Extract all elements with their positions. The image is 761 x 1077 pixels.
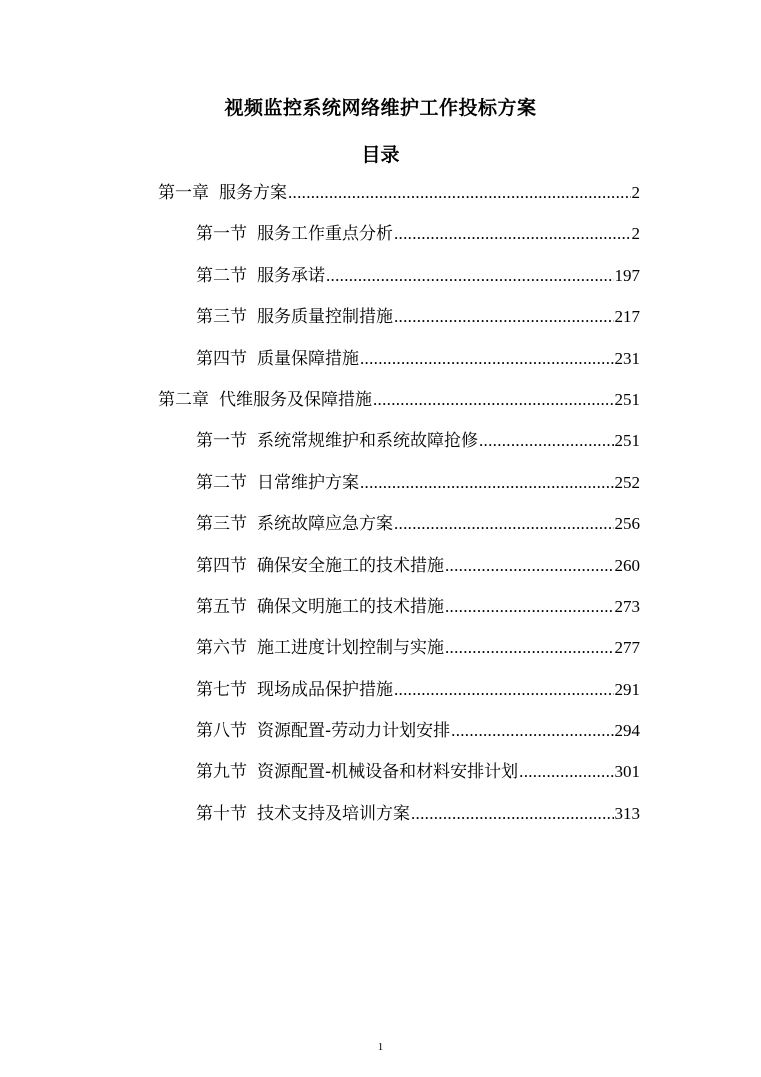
toc-section-entry [0,462,761,503]
toc-section-entry [0,669,761,710]
toc-entry-page: 251 [614,389,640,409]
toc-chapter-entry [0,379,761,420]
toc-entry-label: 第十节 [196,803,247,823]
toc-section-entry [0,213,761,254]
table-of-contents [0,172,761,834]
dot-leader [411,793,614,834]
toc-entry-title: 日常维护方案 [257,472,359,493]
toc-entry-page: 197 [614,265,640,285]
toc-entry-title: 代维服务及保障措施 [219,389,372,410]
toc-entry-page: 251 [614,431,640,451]
document-title: 视频监控系统网络维护工作投标方案 [224,97,537,119]
toc-entry-title: 服务承诺 [257,265,325,286]
toc-entry-page: 313 [614,803,640,823]
toc-section-entry [0,751,761,792]
toc-entry-title: 施工进度计划控制与实施 [257,638,444,659]
toc-entry-page: 260 [614,555,640,575]
toc-section-entry [0,627,761,668]
toc-entry-title: 技术支持及培训方案 [257,803,410,824]
toc-section-entry [0,255,761,296]
toc-entry-title: 服务质量控制措施 [257,307,393,328]
toc-entry-page: 252 [614,472,640,492]
toc-entry-page: 2 [631,183,640,202]
toc-entry-page: 2 [631,224,640,244]
toc-entry-title: 质量保障措施 [257,348,359,369]
dot-leader [373,379,614,420]
toc-entry-label: 第一章 [158,183,209,202]
toc-entry-page: 231 [614,348,640,368]
toc-entry-title: 系统故障应急方案 [257,514,393,535]
toc-entry-page: 217 [614,307,640,327]
dot-leader [394,296,614,337]
toc-section-entry [0,338,761,379]
dot-leader [451,710,613,751]
dot-leader [360,338,614,379]
dot-leader [326,255,614,296]
toc-entry-label: 第六节 [196,638,247,658]
toc-entry-title: 服务工作重点分析 [257,224,393,245]
dot-leader [479,420,614,461]
toc-entry-label: 第二章 [158,389,209,409]
toc-entry-title: 确保安全施工的技术措施 [257,555,444,576]
toc-section-entry [0,296,761,337]
toc-section-entry [0,793,761,834]
dot-leader [394,213,631,254]
toc-heading: 目录 [361,144,400,166]
toc-section-entry [0,420,761,461]
toc-entry-page: 273 [614,596,640,616]
dot-leader [445,545,614,586]
toc-section-entry [0,503,761,544]
dot-leader [445,586,614,627]
toc-entry-page: 294 [614,721,640,741]
toc-entry-label: 第四节 [196,348,247,368]
toc-entry-label: 第三节 [196,307,247,327]
page-number: 1 [377,1041,384,1053]
toc-entry-page: 256 [614,514,640,534]
toc-entry-page: 301 [614,762,640,782]
dot-leader [360,462,614,503]
toc-entry-label: 第一节 [196,431,247,451]
dot-leader [288,172,631,213]
toc-entry-label: 第二节 [196,265,247,285]
dot-leader [394,669,614,710]
toc-entry-label: 第一节 [196,224,247,244]
toc-entry-page: 291 [614,679,640,699]
dot-leader [519,751,613,792]
toc-section-entry [0,545,761,586]
toc-entry-label: 第七节 [196,679,247,699]
toc-entry-title: 资源配置-劳动力计划安排 [257,721,451,742]
toc-section-entry [0,586,761,627]
toc-entry-label: 第二节 [196,472,247,492]
toc-entry-label: 第八节 [196,721,247,741]
toc-entry-title: 服务方案 [219,183,287,203]
toc-entry-label: 第四节 [196,555,247,575]
toc-entry-label: 第三节 [196,514,247,534]
dot-leader [394,503,614,544]
toc-entry-title: 确保文明施工的技术措施 [257,596,444,617]
toc-entry-label: 第九节 [196,762,247,782]
toc-entry-label: 第五节 [196,596,247,616]
toc-entry-page: 277 [614,638,640,658]
toc-entry-title: 资源配置-机械设备和材料安排计划 [257,762,519,783]
dot-leader [445,627,614,668]
toc-entry-title: 现场成品保护措施 [257,679,393,700]
toc-chapter-entry [0,172,761,213]
toc-entry-title: 系统常规维护和系统故障抢修 [257,431,478,452]
toc-section-entry [0,710,761,751]
